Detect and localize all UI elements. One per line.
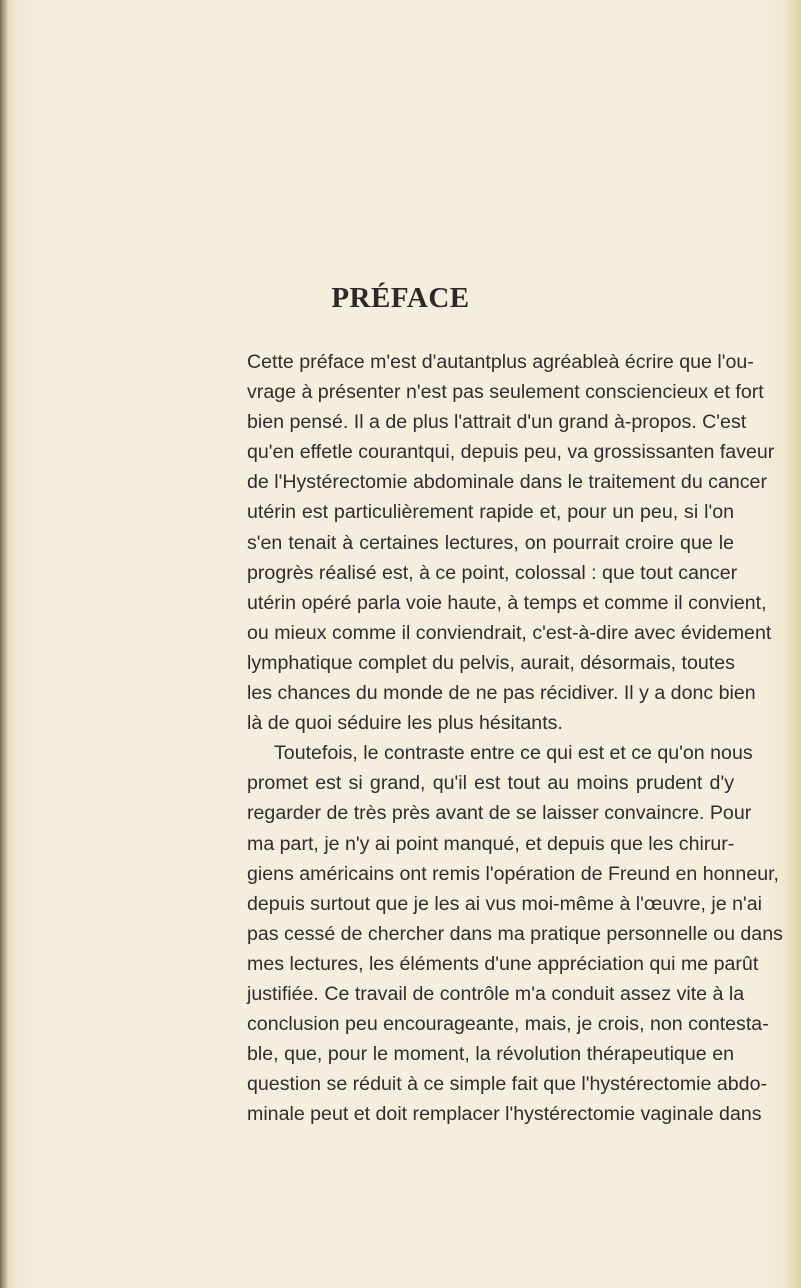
text-line: progrès réalisé est, à ce point, colossal : que tout cancer — [247, 561, 738, 584]
preface-body — [247, 347, 783, 1129]
page-spine-shadow — [0, 0, 8, 1288]
text-line: mes lectures, les éléments d'une appréciation qui me parût — [247, 952, 759, 975]
text-line: lymphatique complet du pelvis, aurait, désormais, toutes — [247, 651, 735, 674]
text-line: Cette préface m'est d'autantplus agréableà écrire que l'ou- — [247, 351, 754, 373]
text-line: pas cessé de chercher dans ma pratique personnelle ou dans — [247, 922, 783, 945]
text-line: s'en tenait à certaines lectures, on pourrait croire que le — [247, 531, 734, 554]
text-line: ou mieux comme il conviendrait, c'est-à-dire avec évidement — [247, 621, 772, 644]
text-line: qu'en effetle courantqui, depuis peu, va grossissanten faveur — [247, 441, 775, 464]
text-line: depuis surtout que je les ai vus moi-même à l'œuvre, je n'ai — [247, 892, 762, 915]
page-title: PRÉFACE — [331, 282, 470, 314]
text-line: ma part, je n'y ai point manqué, et depuis que les chirur- — [247, 832, 735, 855]
text-line: promet est si grand, qu'il est tout au moins prudent d'y — [247, 772, 734, 795]
text-line: regarder de très près avant de se laisser convaincre. Pour — [247, 802, 752, 825]
text-line: Toutefois, le contraste entre ce qui est et ce qu'on nous — [274, 742, 753, 765]
text-line: bien pensé. Il a de plus l'attrait d'un grand à-propos. C'est — [247, 411, 747, 434]
text-line: justifiée. Ce travail de contrôle m'a conduit assez vite à la — [247, 982, 745, 1005]
text-line: vrage à présenter n'est pas seulement consciencieux et fort — [247, 381, 764, 404]
text-line: utérin opéré parla voie haute, à temps et comme il convient, — [247, 591, 767, 614]
text-line: les chances du monde de ne pas récidiver. Il y a donc bien — [247, 682, 756, 705]
text-line: là de quoi séduire les plus hésitants. — [247, 712, 563, 735]
text-line: giens américains ont remis l'opération de Freund en honneur, — [247, 862, 779, 885]
text-line: minale peut et doit remplacer l'hystérectomie vaginale dans — [247, 1103, 762, 1126]
text-line: question se réduit à ce simple fait que l'hystérectomie abdo- — [247, 1073, 767, 1096]
text-line: ble, que, pour le moment, la révolution thérapeutique en — [247, 1043, 734, 1066]
text-line: conclusion peu encourageante, mais, je crois, non contesta- — [247, 1013, 769, 1036]
text-line: utérin est particulièrement rapide et, pour un peu, si l'on — [247, 501, 734, 524]
text-line: de l'Hystérectomie abdominale dans le traitement du cancer — [247, 471, 767, 494]
